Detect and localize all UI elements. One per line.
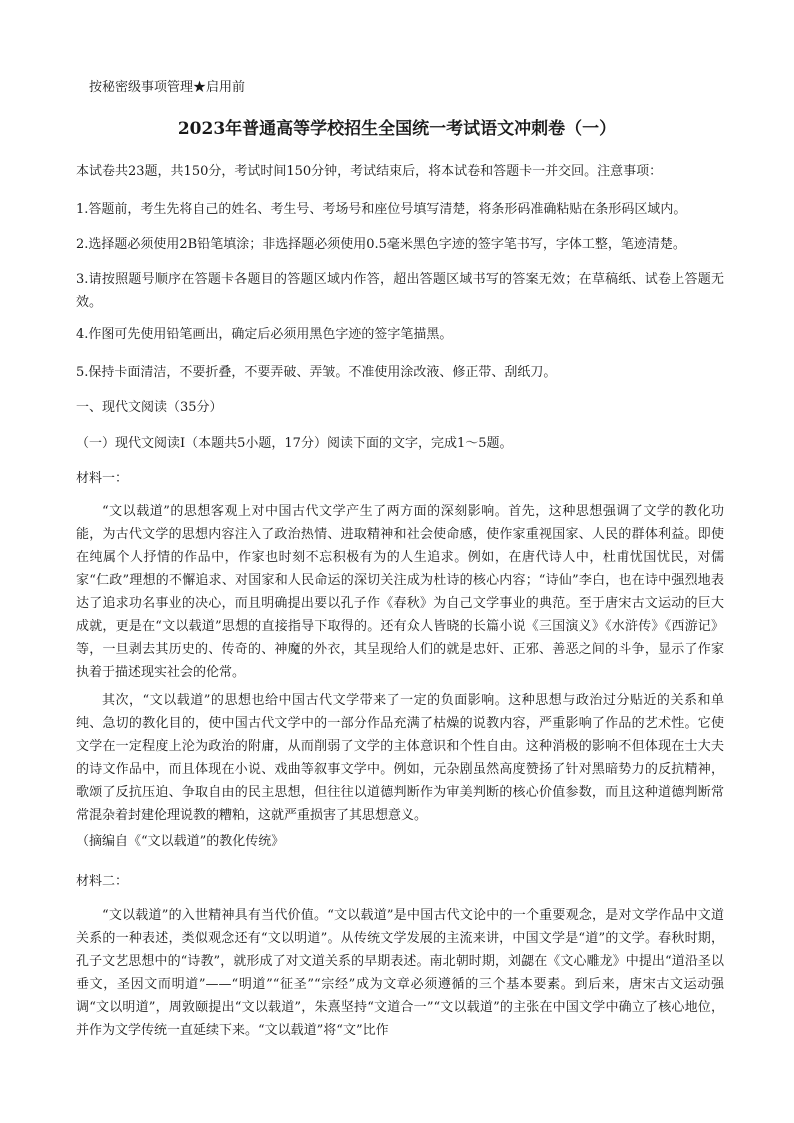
exam-title: 2023年普通高等学校招生全国统一考试语文冲刺卷（一） xyxy=(177,119,617,139)
note-5: 5.保持卡面清洁，不要折叠，不要弄破、弄皱。不准使用涂改液、修正带、刮纸刀。 xyxy=(76,365,557,380)
note-2: 2.选择题必须使用2B铅笔填涂；非选择题必须使用0.5毫米黑色字迹的签字笔书写，字体工整，笔迹清楚。 xyxy=(76,237,686,252)
note-4: 4.作图可先使用铅笔画出，确定后必须用黑色字迹的签字笔描黑。 xyxy=(76,327,453,342)
note-3: 3.请按照题号顺序在答题卡各题目的答题区域内作答，超出答题区域书写的答案无效；在草稿纸、试卷上答题无效。 xyxy=(76,272,724,310)
material-1-label: 材料一： xyxy=(76,471,129,486)
material-1-paragraph-2: 其次，“文以载道”的思想也给中国古代文学带来了一定的负面影响。这种思想与政治过分贴近的关系和单纯、急切的教化目的，使中国古代文学中的一部分作品充满了枯燥的说教内容，严重影响了作品的艺术性。它使文学在一定程度上沦为政治的附庸，从而削弱了文学的主体意识和个性自由。这种消极的影响不但体现在士大夫的诗文作品中，而且体现在小说、戏曲等叙事文学中。例如，元杂剧虽然高度赞扬了针对黑暗势力的反抗精神，歌颂了反抗压迫、争取自由的民主思想，但往往以道德判断作为审美判断的核心价值参数，而且这种道德判断常常混杂着封建伦理说教的糟粕，这就严重损害了其思想意义。 xyxy=(76,693,724,823)
material-1-source: （摘编自《“文以载道”的教化传统》 xyxy=(76,834,285,849)
section-heading: 一、现代文阅读（35分） xyxy=(76,400,223,415)
material-2-label: 材料二： xyxy=(76,874,129,889)
exam-intro: 本试卷共23题，共150分，考试时间150分钟，考试结束后，将本试卷和答题卡一并交回。注意事项： xyxy=(76,164,663,179)
material-1-paragraph-1: “文以载道”的思想客观上对中国古代文学产生了两方面的深刻影响。首先，这种思想强调了文学的教化功能，为古代文学的思想内容注入了政治热情、进取精神和社会使命感，使作家重视国家、人民的群体利益。即使在纯属个人抒情的作品中，作家也时刻不忘积极有为的人生追求。例如，在唐代诗人中，杜甫忧国忧民，对儒家“仁政”理想的不懈追求、对国家和人民命运的深切关注成为杜诗的核心内容；“诗仙”李白，也在诗中强烈地表达了追求功名事业的决心，而且明确提出要以孔子作《春秋》为自己文学事业的典范。至于唐宋古文运动的巨大成就，更是在“文以载道”思想的直接指导下取得的。还有众人皆晓的长篇小说《三国演义》《水浒传》《西游记》等，一旦剥去其历史的、传奇的、神魔的外衣，其呈现给人们的就是忠奸、正邪、善恶之间的斗争，显示了作家执着于描述现实社会的伦常。 xyxy=(76,504,724,680)
note-1: 1.答题前，考生先将自己的姓名、考生号、考场号和座位号填写清楚，将条形码准确粘贴在条形码区域内。 xyxy=(76,202,687,217)
subsection-heading: （一）现代文阅读Ⅰ（本题共5小题，17分）阅读下面的文字，完成1～5题。 xyxy=(76,436,513,451)
material-2-paragraph-1: “文以载道”的入世精神具有当代价值。“文以载道”是中国古代文论中的一个重要观念，是对文学作品中文道关系的一种表述，类似观念还有“文以明道”。从传统文学发展的主流来讲，中国文学是“道”的文学。春秋时期，孔子文艺思想中的“诗教”，就形成了对文道关系的早期表述。南北朝时期，刘勰在《文心雕龙》中提出“道沿圣以垂文，圣因文而明道”——“明道”“征圣”“宗经”成为文章必须遵循的三个基本要素。到后来，唐宋古文运动强调“文以明道”，周敦颐提出“文以载道”，朱熹坚持“文道合一”“文以载道”的主张在中国文学中确立了核心地位，并作为文学传统一直延续下来。“文以载道”将“文”比作 xyxy=(76,908,724,1038)
confidentiality-label: 按秘密级事项管理★启用前 xyxy=(89,80,246,95)
